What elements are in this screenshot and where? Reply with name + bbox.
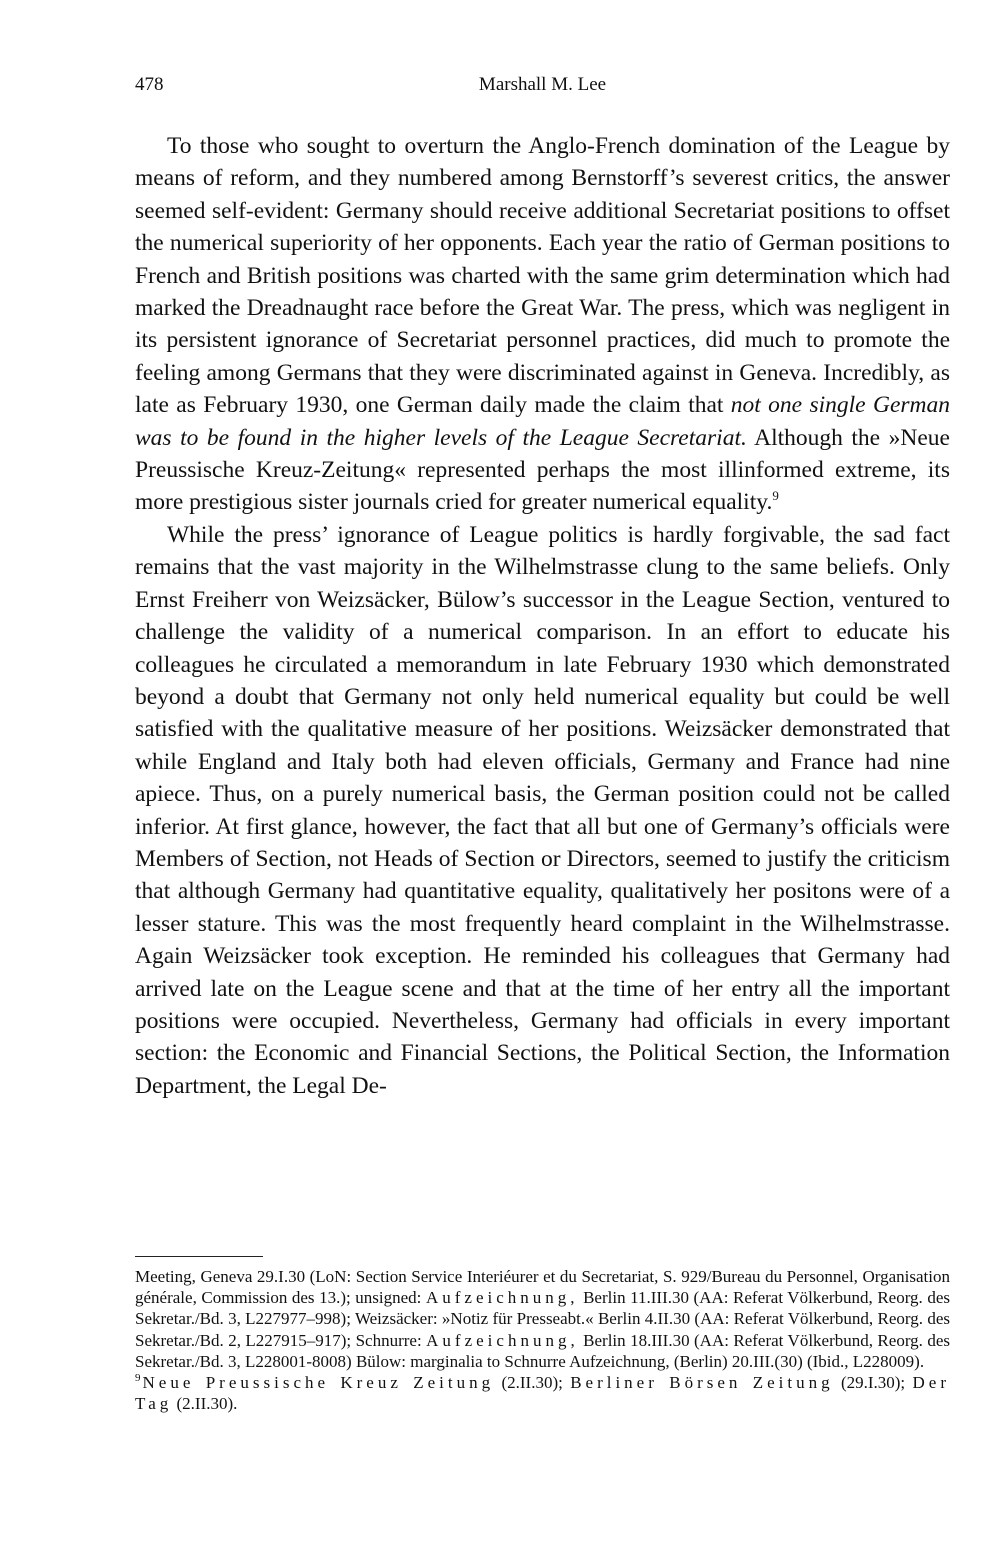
main-text [135,130,950,1102]
footnote-9-date-1: (2.II.30); [501,1373,563,1393]
footnote-8-text-c: Berlin 18.III.30 (AA: Referat Völkerbund, Reorg. des Sekretar./Bd. 3, L228001-8008) Bülow: marginalia to Schnurre Aufzeichnung, (Berlin) 20.III.(30) (Ibid., L228009). [135,1330,951,1371]
footnote-9-mark: 9 [135,1372,141,1385]
footnote-8-text-b: Berlin 11.III.30 (AA: Referat Völkerbund, Reorg. des Sekretar./Bd. 3, L227977–998); Weizsäcker: »Notiz für Presseabt.« Berlin 4.II.30 (AA: Referat Völkerbund, Reorg. des Sekretar./Bd. 2, L227915–917); Schnurre: [135,1288,951,1350]
footnote-9-newspaper-1: Neue Preussische Kreuz Zeitung [142,1373,495,1393]
footnote-9-date-3: (2.II.30). [176,1394,238,1414]
paragraph-1-text-b: Although the »Neue Preussische Kreuz-Zeitung« represented perhaps the most illinformed extreme, its more prestigious sister journals cried for greater numerical equality. [135,424,950,516]
paragraph-2: While the press’ ignorance of League politics is hardly forgivable, the sad fact remains that the vast majority in the Wilhelmstrasse clung to the same beliefs. Only Ernst Freiherr von Weizsäcker, Bülow’s successor in the League Section, ventured to challenge the validity of a numerical comparison. In an effort to educate his colleagues he circulated a memorandum in late February 1930 which demonstrated beyond a doubt that Germany not only held numerical equality but could be well satisfied with the qualitative measure of her positions. Weizsäcker demonstrated that while England and Italy both had eleven officials, Germany and France had nine apiece. Thus, on a purely numerical basis, the German position could not be called inferior. At first glance, however, the fact that all but one of Germany’s officials were Members of Section, not Heads of Section or Directors, seemed to justify the criticism that although Germany had quantitative equality, qualitatively her positons were of a lesser stature. This was the most frequently heard complaint in the Wilhelmstrasse. Again Weizsäcker took exception. He reminded his colleagues that Germany had arrived late on the League scene and that at the time of her entry all the important positions were occupied. Nevertheless, Germany had officials in every important section: the Economic and Financial Sections, the Political Section, the Information Department, the Legal De- [135,521,950,1099]
footnote-rule [135,1256,263,1257]
paragraph-1-text-a: To those who sought to overturn the Anglo-French domination of the League by means of reform, and they numbered among Bernstorff’s severest critics, the answer seemed self-evident: Germany should receive additional Secretariat positions to offset the numerical superiority of her opponents. Each year the ratio of German positions to French and British positions was charted with the same grim determination which had marked the Dreadnaught race before the Great War. The press, which was negligent in its persistent ignorance of Secretariat personnel practices, did much to promote the feeling among Germans that they were discriminated against in Geneva. Incredibly, as late as February 1930, one German daily made the claim that [135,133,950,419]
footnote-8-continued [135,1266,950,1372]
paragraph-1 [135,130,950,519]
footnote-9-date-2: (29.I.30); [840,1373,906,1393]
footnote-8-aufzeichnung-1: Aufzeichnung, [425,1288,579,1308]
footnote-9-newspaper-3: Der Tag [135,1373,950,1414]
footnote-8-text-a: Meeting, Geneva 29.I.30 (LoN: Section Service Interiéurer et du Secretariat, S. 929/Bureau du Personnel, Organisation générale, Commission des 13.); unsigned: [135,1267,950,1308]
paragraph-1-emphasis: not one single German was to be found in the higher levels of the League Secretariat. [135,392,950,451]
footnote-8-aufzeichnung-2: Aufzeichnung, [426,1330,579,1350]
page-header [135,74,950,104]
footnote-9-newspaper-2: Berliner Börsen Zeitung [570,1373,834,1393]
footnote-reference: 9 [772,488,779,504]
running-head: Marshall M. Lee [478,74,607,95]
page-number: 478 [135,74,164,95]
footnotes [135,1266,950,1414]
footnote-9 [135,1372,950,1414]
